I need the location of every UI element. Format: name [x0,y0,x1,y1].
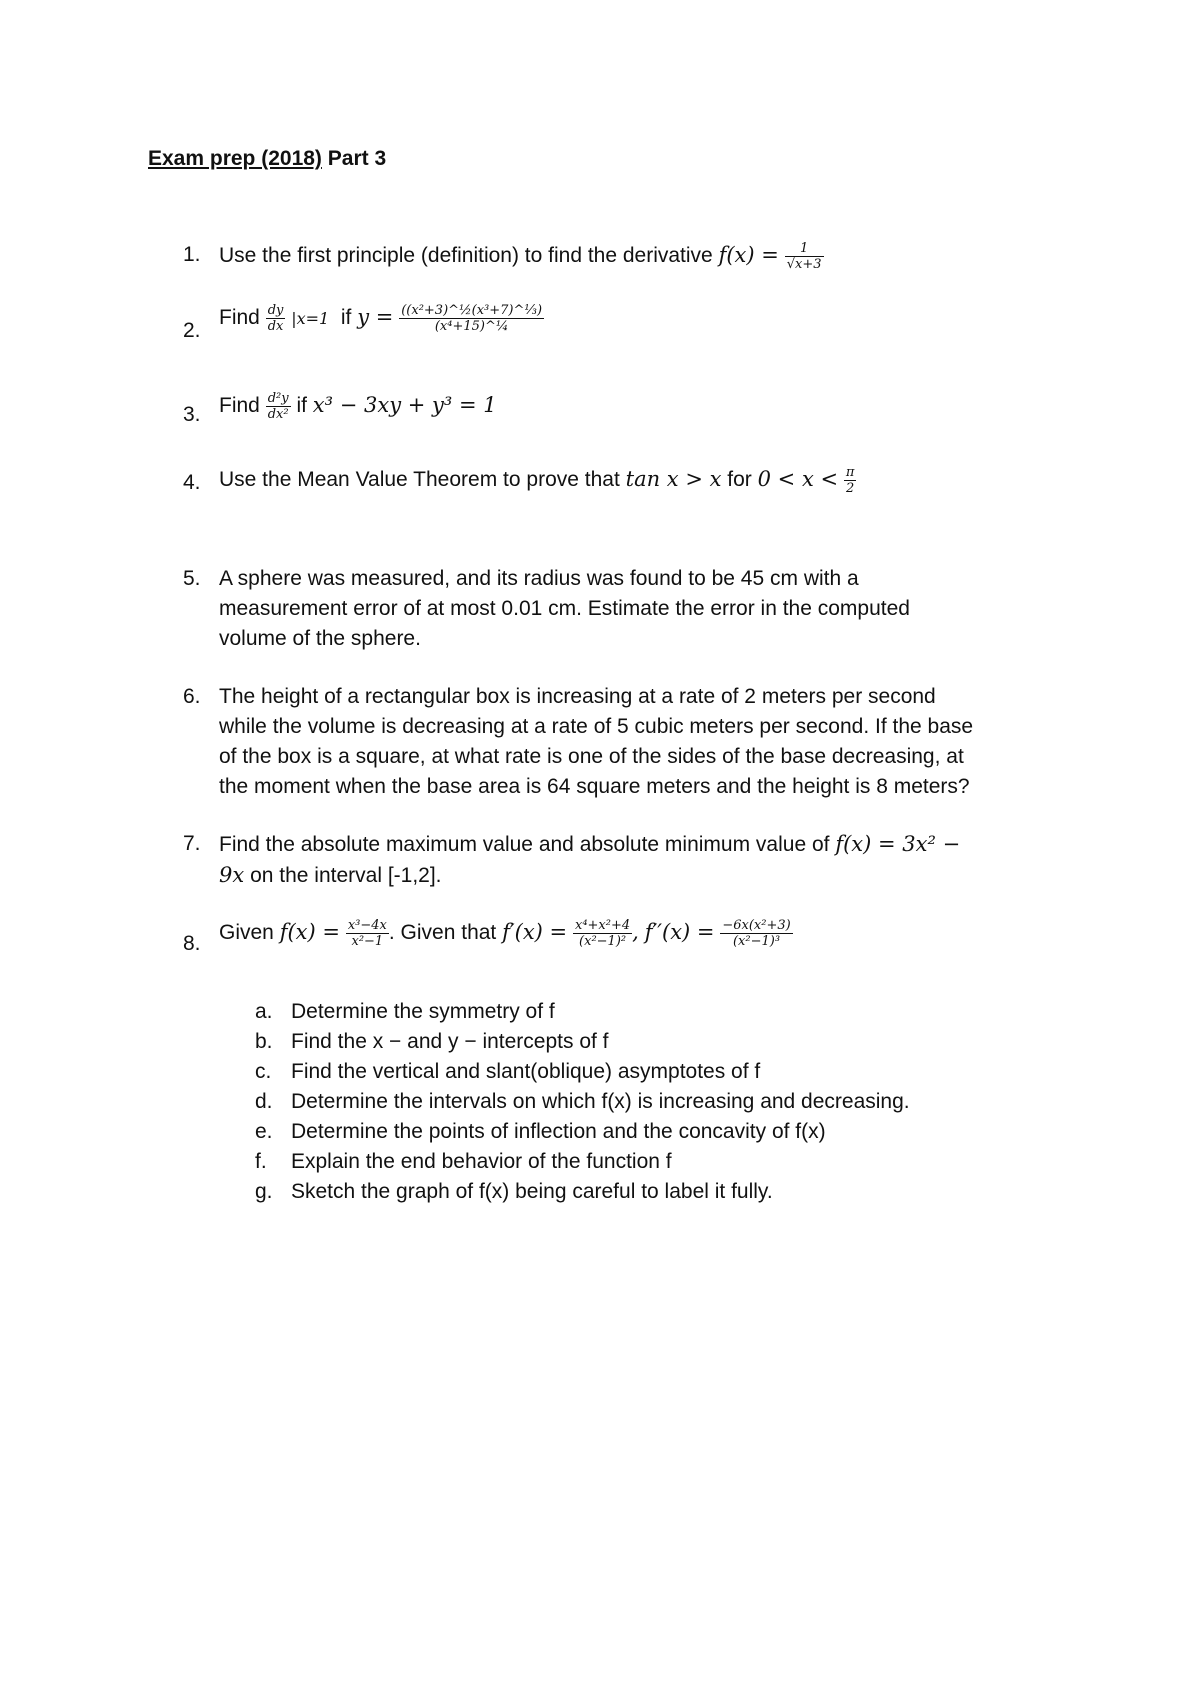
question-line: the moment when the base area is 64 square meters and the height is 8 meters? [219,775,970,798]
question-body [219,917,1099,949]
numerator: π [845,464,855,480]
subpart-letter: g. [255,1180,273,1203]
inequality: tan x > x [625,467,722,491]
subpart-letter: c. [255,1060,272,1083]
question-line: A sphere was measured, and its radius was found to be 45 cm with a [219,567,859,590]
function-expression-cont: 9x [219,863,245,887]
denominator: 2 [846,480,855,496]
subpart-text: Determine the points of inflection and the concavity of f(x) [291,1120,826,1143]
evaluation-bar: |x=1 [291,309,330,328]
numerator: d²y [267,390,289,406]
subpart-text: Determine the intervals on which f(x) is increasing and decreasing. [291,1090,910,1113]
question-line: The height of a rectangular box is increasing at a rate of 2 meters per second [219,685,936,708]
y-equals: y = [357,305,394,329]
numerator: x⁴+x²+4 [575,917,631,933]
denominator: √x+3 [786,256,822,272]
question-body [219,240,1099,272]
subpart-letter: f. [255,1150,267,1173]
question-number: 4. [183,471,201,494]
question-text: Find [219,306,260,329]
function-expression: f(x) = 3x² − [835,832,961,856]
question-line: of the box is a square, at what rate is one of the sides of the base decreasing, at [219,745,964,768]
subpart-letter: d. [255,1090,273,1113]
question-line: measurement error of at most 0.01 cm. Estimate the error in the computed [219,597,910,620]
question-line [219,860,1099,891]
implicit-equation: x³ − 3xy + y³ = 1 [312,393,497,417]
first-derivative: f′(x) = [502,920,568,944]
question-number: 8. [183,932,201,955]
question-number: 5. [183,567,201,590]
question-text: Use the first principle (definition) to find the derivative [219,244,713,267]
for-word: for [727,468,752,491]
question-body [219,390,1099,422]
subpart-text: Explain the end behavior of the function f [291,1150,672,1173]
subpart-text: Sketch the graph of f(x) being careful to label it fully. [291,1180,773,1203]
question-text: on the interval [-1,2]. [250,864,442,887]
f-fraction [346,918,389,949]
numerator: ((x²+3)^½(x³+7)^⅓) [401,302,543,318]
question-text: Find the absolute maximum value and absolute minimum value of [219,833,830,856]
interval-expression: 0 < x < [757,467,839,491]
numerator: −6x(x²+3) [722,917,791,933]
denominator: x²−1 [351,933,384,949]
fraction [785,241,824,272]
question-number: 1. [183,243,201,266]
denominator: dx [267,318,284,334]
numerator: 1 [785,241,824,257]
question-body [219,682,1099,802]
question-text: Given [219,921,274,944]
subpart-text: Determine the symmetry of f [291,1000,555,1023]
second-derivative-fraction [266,391,291,422]
question-number: 7. [183,832,201,855]
subpart-letter: e. [255,1120,273,1143]
question-text: Find [219,394,260,417]
question-line [219,829,1099,860]
if-word: if [296,394,307,417]
title-underlined: Exam prep (2018) [148,147,322,170]
second-derivative: f′′(x) = [644,920,715,944]
pi-over-two [844,465,857,496]
question-body [219,829,1099,891]
derivative-fraction [266,303,286,334]
denominator: (x²−1)² [579,933,627,949]
if-word: if [340,306,352,329]
page-title [148,147,386,171]
given-that: . Given that [388,921,497,944]
subpart-letter: a. [255,1000,273,1023]
denominator: (x²−1)³ [732,933,781,949]
question-body [219,564,1099,654]
comma: , [632,920,639,944]
subpart-letter: b. [255,1030,273,1053]
f1-fraction [573,918,632,949]
question-text: Use the Mean Value Theorem to prove that [219,468,620,491]
question-number: 2. [183,319,201,342]
question-number: 3. [183,403,201,426]
y-fraction [399,303,544,334]
function-expression: f(x) = [279,920,340,944]
title-rest: Part 3 [321,147,387,170]
question-body [219,302,1099,334]
f2-fraction [720,918,792,949]
function-expression: f(x) = [718,243,779,267]
denominator: dx² [267,406,289,422]
question-line: while the volume is decreasing at a rate of 5 cubic meters per second. If the base [219,715,974,738]
question-line: volume of the sphere. [219,627,421,650]
numerator: dy [267,302,284,318]
subpart-text: Find the vertical and slant(oblique) asymptotes of f [291,1060,761,1083]
denominator: (x⁴+15)^¼ [434,318,509,334]
question-body [219,464,1099,496]
numerator: x³−4x [347,917,387,933]
subpart-text: Find the x − and y − intercepts of f [291,1030,609,1053]
question-number: 6. [183,685,201,708]
